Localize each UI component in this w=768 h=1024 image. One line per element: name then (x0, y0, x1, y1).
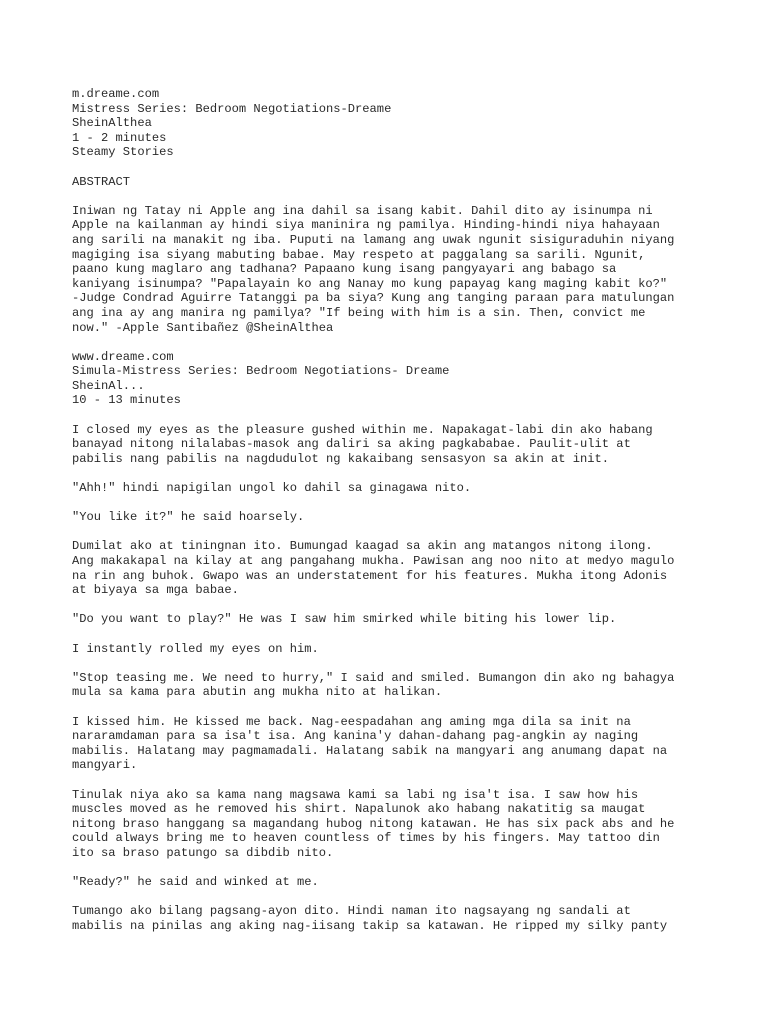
story-line: nararamdaman para sa isa't isa. Ang kanina'y dahan-dahang pag-angkin ay naging (72, 729, 639, 744)
chapter-read-time: 10 - 13 minutes (72, 393, 181, 408)
chapter-site-domain: www.dreame.com (72, 349, 174, 364)
chapter-title: Simula-Mistress Series: Bedroom Negotiations- Dreame (72, 364, 450, 379)
site-domain: m.dreame.com (72, 87, 160, 101)
abstract-paragraph (72, 204, 712, 335)
story-line: nitong braso hanggang sa magandang hubog nitong katawan. He has six pack abs and he (72, 816, 675, 831)
story-line: ito sa braso patungo sa dibdib nito. (72, 845, 334, 860)
article-title: Mistress Series: Bedroom Negotiations-Dreame (72, 101, 392, 116)
spacer (72, 466, 712, 481)
story-line: mabilis. Halatang may pagmamadali. Halatang sabik na mangyari ang anumang dapat na (72, 743, 668, 758)
spacer (72, 598, 712, 613)
story-paragraph (72, 715, 712, 773)
spacer (72, 656, 712, 671)
story-line: mabilis na pinilas ang aking nag-iisang takip sa katawan. He ripped my silky panty (72, 918, 668, 933)
abstract-line: Iniwan ng Tatay ni Apple ang ina dahil sa isang kabit. Dahil dito ay isinumpa ni (72, 203, 653, 218)
story-paragraph (72, 539, 712, 597)
document-page (72, 87, 712, 933)
spacer (72, 496, 712, 511)
abstract-line: magiging isa siyang mabuting babae. May respeto at paggalang sa sarili. Ngunit, (72, 247, 646, 262)
story-line: na rin ang buhok. Gwapo was an understatement for his features. Mukha itong Adonis (72, 568, 668, 583)
read-time: 1 - 2 minutes (72, 130, 167, 145)
spacer (72, 860, 712, 875)
spacer (72, 890, 712, 905)
abstract-line: ang ina ay ang manira ng pamilya? "If being with him is a sin. Then, convict me (72, 305, 646, 320)
story-line: "You like it?" he said hoarsely. (72, 510, 305, 525)
spacer (72, 189, 712, 204)
abstract-line: -Judge Condrad Aguirre Tatanggi pa ba siya? Kung ang tanging paraan para matulungan (72, 291, 675, 306)
story-line: "Ready?" he said and winked at me. (72, 875, 319, 890)
chapter-author: SheinAl... (72, 378, 145, 393)
story-paragraph (72, 642, 712, 657)
story-line: I instantly rolled my eyes on him. (72, 641, 319, 656)
spacer (72, 627, 712, 642)
story-line: "Ahh!" hindi napigilan ungol ko dahil sa ginagawa nito. (72, 481, 472, 496)
story-line: Tinulak niya ako sa kama nang magsawa kami sa labi ng isa't isa. I saw how his (72, 787, 639, 802)
story-line: pabilis nang pabilis na nagdudulot ng kakaibang sensasyon sa akin at init. (72, 451, 610, 466)
story-paragraph (72, 510, 712, 525)
story-paragraph (72, 612, 712, 627)
story-line: muscles moved as he removed his shirt. Napalunok ako habang nakatitig sa maugat (72, 802, 646, 817)
story-line: Ang makakapal na kilay at ang pangahang mukha. Pawisan ang noo nito at medyo magulo (72, 554, 675, 568)
story-line: at biyaya sa mga babae. (72, 583, 239, 598)
story-line: Tumango ako bilang pagsang-ayon dito. Hindi naman ito nagsayang ng sandali at (72, 904, 631, 919)
story-line: could always bring me to heaven countless of times by his fingers. May tattoo din (72, 831, 660, 846)
article-header (72, 87, 712, 160)
story-paragraph (72, 904, 712, 933)
story-line: mangyari. (72, 758, 138, 773)
story-line: I closed my eyes as the pleasure gushed within me. Napakagat-labi din ako habang (72, 422, 653, 437)
story-line: Dumilat ako at tiningnan ito. Bumungad kaagad sa akin ang matangos nitong ilong. (72, 539, 653, 554)
story-body (72, 408, 712, 933)
abstract-line: ang sarili na manakit ng iba. Puputi na lamang ang uwak ngunit sisiguraduhin niyang (72, 232, 675, 247)
abstract-line: kaniyang isinumpa? "Papalayain ko ang Nanay mo kung papayag kang maging kabit ko?" (72, 276, 668, 291)
story-line: banayad nitong nilalabas-masok ang daliri sa aking pagkababae. Paulit-ulit at (72, 437, 631, 452)
spacer (72, 408, 712, 423)
abstract-line: paano kung maglaro ang tadhana? Papaano kung isang pangyayari ang babago sa (72, 262, 617, 277)
spacer (72, 335, 712, 350)
spacer (72, 160, 712, 175)
story-line: "Stop teasing me. We need to hurry," I said and smiled. Bumangon din ako ng bahagya (72, 670, 675, 685)
abstract-line: Apple na kailanman ay hindi siya maninira ng pamilya. Hinding-hindi niya hahayaan (72, 218, 660, 233)
abstract-line: now." -Apple Santibañez @SheinAlthea (72, 320, 334, 335)
spacer (72, 700, 712, 715)
story-line: mula sa kama para abutin ang mukha nito at halikan. (72, 685, 443, 700)
story-line: I kissed him. He kissed me back. Nag-eespadahan ang aming mga dila sa init na (72, 714, 631, 729)
story-paragraph (72, 671, 712, 700)
story-paragraph (72, 423, 712, 467)
story-paragraph (72, 788, 712, 861)
author-name: SheinAlthea (72, 116, 152, 131)
spacer (72, 773, 712, 788)
story-paragraph (72, 481, 712, 496)
category: Steamy Stories (72, 145, 174, 160)
story-line: "Do you want to play?" He was I saw him smirked while biting his lower lip. (72, 612, 617, 627)
spacer (72, 525, 712, 540)
story-paragraph (72, 875, 712, 890)
abstract-heading: ABSTRACT (72, 174, 131, 189)
chapter-header (72, 350, 712, 408)
